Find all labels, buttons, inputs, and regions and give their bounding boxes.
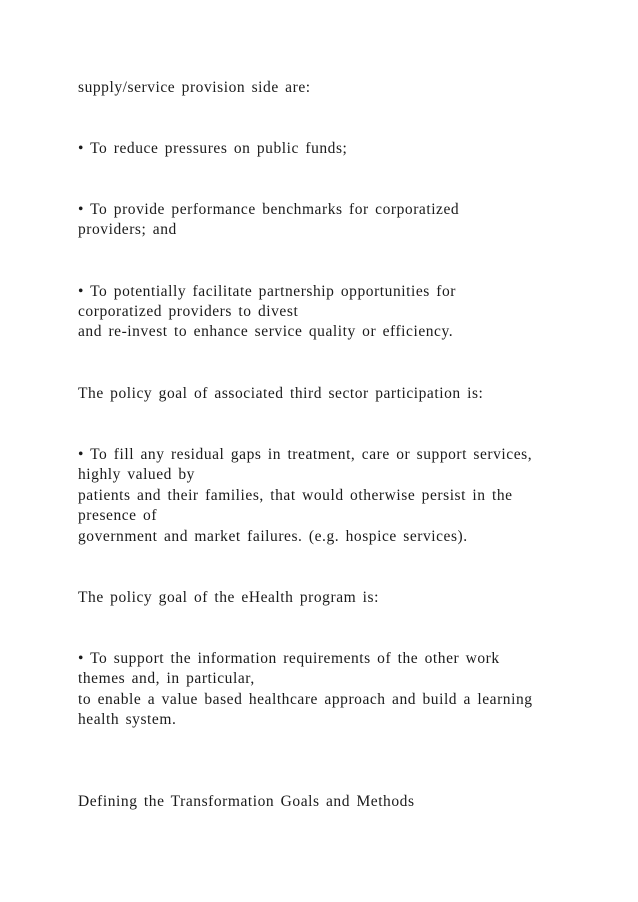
bullet-residual-gaps: • To fill any residual gaps in treatment, care or support services,: [78, 446, 533, 463]
text-line-value-based: to enable a value based healthcare approach and build a learning: [78, 691, 533, 708]
text-line-themes: themes and, in particular,: [78, 670, 255, 687]
text-line-third-sector-goal: The policy goal of associated third sector participation is:: [78, 385, 484, 402]
bullet-information-requirements: • To support the information requirements of the other work: [78, 650, 500, 667]
section-heading-transformation-goals: Defining the Transformation Goals and Methods: [78, 793, 415, 810]
text-line-patients-families: patients and their families, that would otherwise persist in the: [78, 487, 513, 504]
text-line-corporatized-providers: corporatized providers to divest: [78, 303, 299, 320]
text-line-health-system: health system.: [78, 711, 177, 728]
bullet-partnership-opportunities: • To potentially facilitate partnership opportunities for: [78, 283, 456, 300]
bullet-performance-benchmarks: • To provide performance benchmarks for corporatized: [78, 201, 460, 218]
text-line-government-market: government and market failures. (e.g. hospice services).: [78, 528, 468, 545]
text-line-supply: supply/service provision side are:: [78, 79, 311, 96]
text-line-providers: providers; and: [78, 221, 177, 238]
text-line-reinvest: and re-invest to enhance service quality or efficiency.: [78, 323, 454, 340]
text-line-highly-valued: highly valued by: [78, 466, 195, 483]
bullet-reduce-pressures: • To reduce pressures on public funds;: [78, 140, 348, 157]
text-line-presence-of: presence of: [78, 507, 158, 524]
text-line-ehealth-goal: The policy goal of the eHealth program is:: [78, 589, 379, 606]
